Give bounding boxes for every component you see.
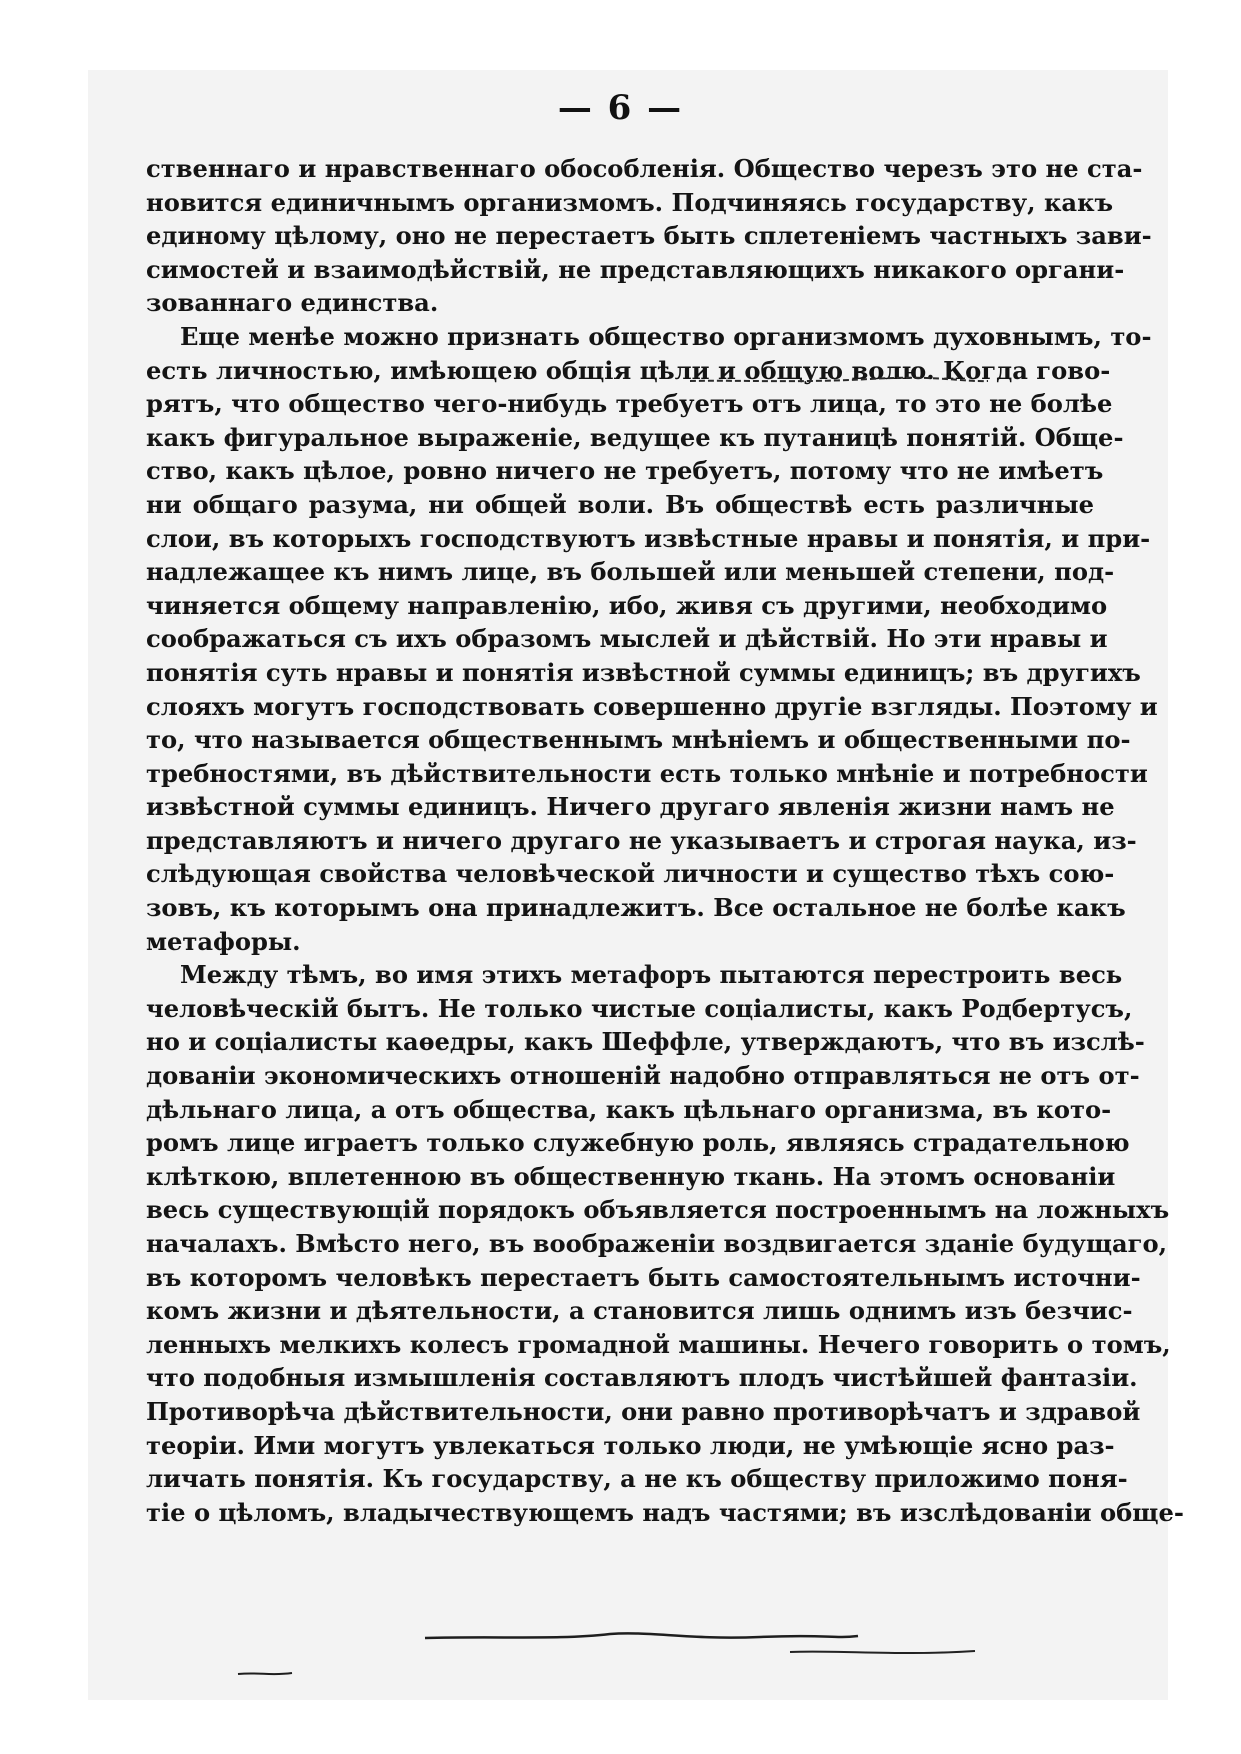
text-line: личать понятія. Къ государству, а не къ обществу приложимо поня- [146, 1464, 1128, 1494]
paragraph-2 [146, 320, 1158, 958]
text-line: единому цѣлому, оно не перестаетъ быть сплетеніемъ частныхъ зави- [146, 221, 1152, 251]
text-line: Между тѣмъ, во имя этихъ метафоръ пытаются перестроить весь [180, 960, 1123, 990]
text-line: человѣческій бытъ. Не только чистые соціалисты, какъ Родбертусъ, [146, 993, 1133, 1023]
text-line: зованнаго единства. [146, 288, 439, 318]
text-line: чиняется общему направленію, ибо, живя съ другими, необходимо [146, 590, 1108, 620]
text-line: то, что называется общественнымъ мнѣніемъ и общественными по- [146, 725, 1131, 755]
text-line: весь существующій порядокъ объявляется построеннымъ на ложныхъ [146, 1195, 1170, 1225]
paragraph-1 [146, 152, 1152, 320]
text-line: какъ фигуральное выраженіе, ведущее къ путаницѣ понятій. Обще- [146, 422, 1124, 452]
text-line: представляютъ и ничего другаго не указываетъ и строгая наука, из- [146, 825, 1137, 855]
text-line: Противорѣча дѣйствительности, они равно противорѣчатъ и здравой [146, 1396, 1141, 1426]
text-line: понятія суть нравы и понятія извѣстной суммы единицъ; въ другихъ [146, 657, 1141, 687]
paragraph-3 [146, 958, 1184, 1529]
text-line: дованіи экономическихъ отношеній надобно отправляться не отъ от- [146, 1061, 1140, 1091]
text-line: началахъ. Вмѣсто него, въ воображеніи воздвигается зданіе будущаго, [146, 1229, 1168, 1258]
text-line: слояхъ могутъ господствовать совершенно другіе взгляды. Поэтому и [146, 691, 1158, 721]
text-line: рятъ, что общество чего-нибудь требуетъ отъ лица, то это не болѣе [146, 389, 1113, 419]
text-line: дѣльнаго лица, а отъ общества, какъ цѣльнаго организма, въ кото- [146, 1094, 1112, 1124]
text-line: требностями, въ дѣйствительности есть только мнѣніе и потребности [146, 758, 1148, 788]
text-line: ни общаго разума, ни общей воли. Въ обществѣ есть различные [146, 489, 1094, 519]
text-line: ство, какъ цѣлое, ровно ничего не требуетъ, потому что не имѣетъ [146, 456, 1104, 486]
text-line: ственнаго и нравственнаго обособленія. Общество черезъ это не ста- [146, 154, 1143, 183]
page-body [146, 152, 1184, 1529]
text-line: но и соціалисты каѳедры, какъ Шеффле, утверждаютъ, что въ изслѣ- [146, 1027, 1145, 1057]
text-line: есть личностью, имѣющею общія цѣли и общую волю. Когда гово- [146, 355, 1111, 385]
text-line: клѣткою, вплетенною въ общественную ткань. На этомъ основаніи [146, 1161, 1116, 1191]
text-line: въ которомъ человѣкъ перестаетъ быть самостоятельнымъ источни- [146, 1262, 1141, 1292]
text-line: Еще менѣе можно признать общество организмомъ духовнымъ, то- [180, 321, 1152, 351]
text-line: что подобныя измышленія составляютъ плодъ чистѣйшей фантазіи. [146, 1363, 1138, 1393]
text-line: тіе о цѣломъ, владычествующемъ надъ частями; въ изслѣдованіи обще- [146, 1497, 1184, 1527]
text-line: ромъ лице играетъ только служебную роль, являясь страдательною [146, 1128, 1130, 1158]
text-line: комъ жизни и дѣятельности, а становится лишь однимъ изъ безчис- [146, 1296, 1133, 1326]
text-line: зовъ, къ которымъ она принадлежитъ. Все остальное не болѣе какъ [146, 893, 1126, 923]
text-line: ленныхъ мелкихъ колесъ громадной машины. Нечего говорить о томъ, [146, 1329, 1171, 1359]
text-line: соображаться съ ихъ образомъ мыслей и дѣйствій. Но эти нравы и [146, 624, 1108, 654]
text-line: метафоры. [146, 926, 301, 956]
text-line: надлежащее къ нимъ лице, въ большей или меньшей степени, под- [146, 557, 1115, 587]
text-line: новится единичнымъ организмомъ. Подчиняясь государству, какъ [146, 187, 1114, 217]
text-line: теоріи. Ими могутъ увлекаться только люди, не умѣющіе ясно раз- [146, 1430, 1115, 1460]
text-line: слѣдующая свойства человѣческой личности и существо тѣхъ сою- [146, 859, 1115, 889]
text-line: извѣстной суммы единицъ. Ничего другаго явленія жизни намъ не [146, 792, 1115, 822]
text-line: симостей и взаимодѣйствій, не представляющихъ никакого органи- [146, 254, 1125, 284]
text-line: слои, въ которыхъ господствуютъ извѣстные нравы и понятія, и при- [146, 523, 1151, 553]
page-number: — 6 — [557, 88, 684, 128]
